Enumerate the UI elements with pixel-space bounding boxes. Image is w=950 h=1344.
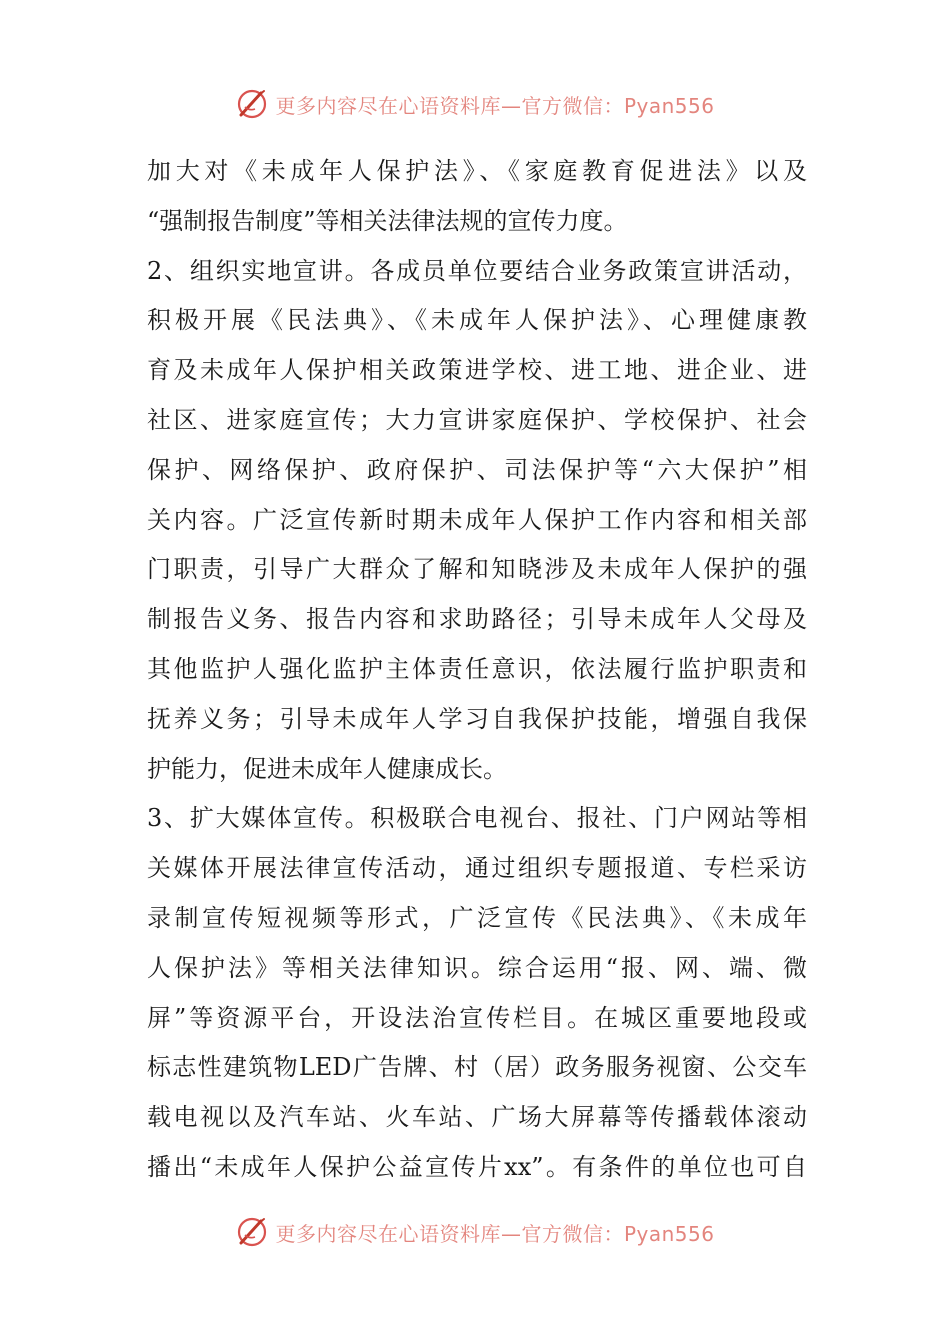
text-line: 录制宣传短视频等形式，广泛宣传《民法典》、《未成年 — [147, 903, 807, 932]
text-line: 3、扩大媒体宣传。积极联合电视台、报社、门户网站等相 — [147, 804, 807, 833]
footer-watermark — [0, 1212, 950, 1252]
text-line: 2、组织实地宣讲。各成员单位要结合业务政策宣讲活动， — [147, 256, 807, 285]
watermark-text: 更多内容尽在心语资料库—官方微信：Pyan556 — [275, 93, 715, 118]
text-line: 载电视以及汽车站、火车站、广场大屏幕等传播载体滚动 — [147, 1103, 807, 1132]
text-line: 加大对《未成年人保护法》、《家庭教育促进法》以及 — [147, 157, 807, 185]
text-line: 播出“未成年人保护公益宣传片xx”。有条件的单位也可自 — [147, 1152, 807, 1181]
header-watermark — [0, 84, 950, 124]
paragraph-onsite-lectures — [147, 247, 807, 795]
text-line: 育及未成年人保护相关政策进学校、进工地、进企业、进 — [147, 356, 807, 385]
text-line: 屏”等资源平台，开设法治宣传栏目。在城区重要地段或 — [147, 1003, 807, 1032]
text-line: “强制报告制度”等相关法律法规的宣传力度。 — [147, 206, 628, 235]
text-line: 积极开展《民法典》、《未成年人保护法》、心理健康教 — [147, 306, 807, 335]
text-line: 门职责，引导广大群众了解和知晓涉及未成年人保护的强 — [147, 555, 807, 584]
text-line: 护能力，促进未成年人健康成长。 — [147, 754, 507, 783]
pen-in-circle-icon — [235, 1215, 269, 1249]
watermark-text: 更多内容尽在心语资料库—官方微信：Pyan556 — [275, 1221, 715, 1246]
text-line: 关媒体开展法律宣传活动，通过组织专题报道、专栏采访 — [147, 854, 807, 883]
text-line: 保护、网络保护、政府保护、司法保护等“六大保护”相 — [147, 455, 807, 484]
text-line: 其他监护人强化监护主体责任意识，依法履行监护职责和 — [147, 654, 807, 683]
text-line: 抚养义务；引导未成年人学习自我保护技能，增强自我保 — [147, 704, 807, 733]
text-line: 标志性建筑物LED广告牌、村（居）政务服务视窗、公交车 — [147, 1053, 807, 1082]
document-body — [147, 147, 807, 1193]
text-line: 人保护法》等相关法律知识。综合运用“报、网、端、微 — [147, 953, 807, 982]
text-line: 制报告义务、报告内容和求助路径；引导未成年人父母及 — [147, 605, 807, 634]
text-line: 关内容。广泛宣传新时期未成年人保护工作内容和相关部 — [147, 505, 807, 534]
paragraph-media-publicity — [147, 794, 807, 1192]
text-line: 社区、进家庭宣传；大力宣讲家庭保护、学校保护、社会 — [147, 405, 807, 434]
paragraph-continuation — [147, 147, 807, 247]
pen-in-circle-icon — [235, 87, 269, 121]
